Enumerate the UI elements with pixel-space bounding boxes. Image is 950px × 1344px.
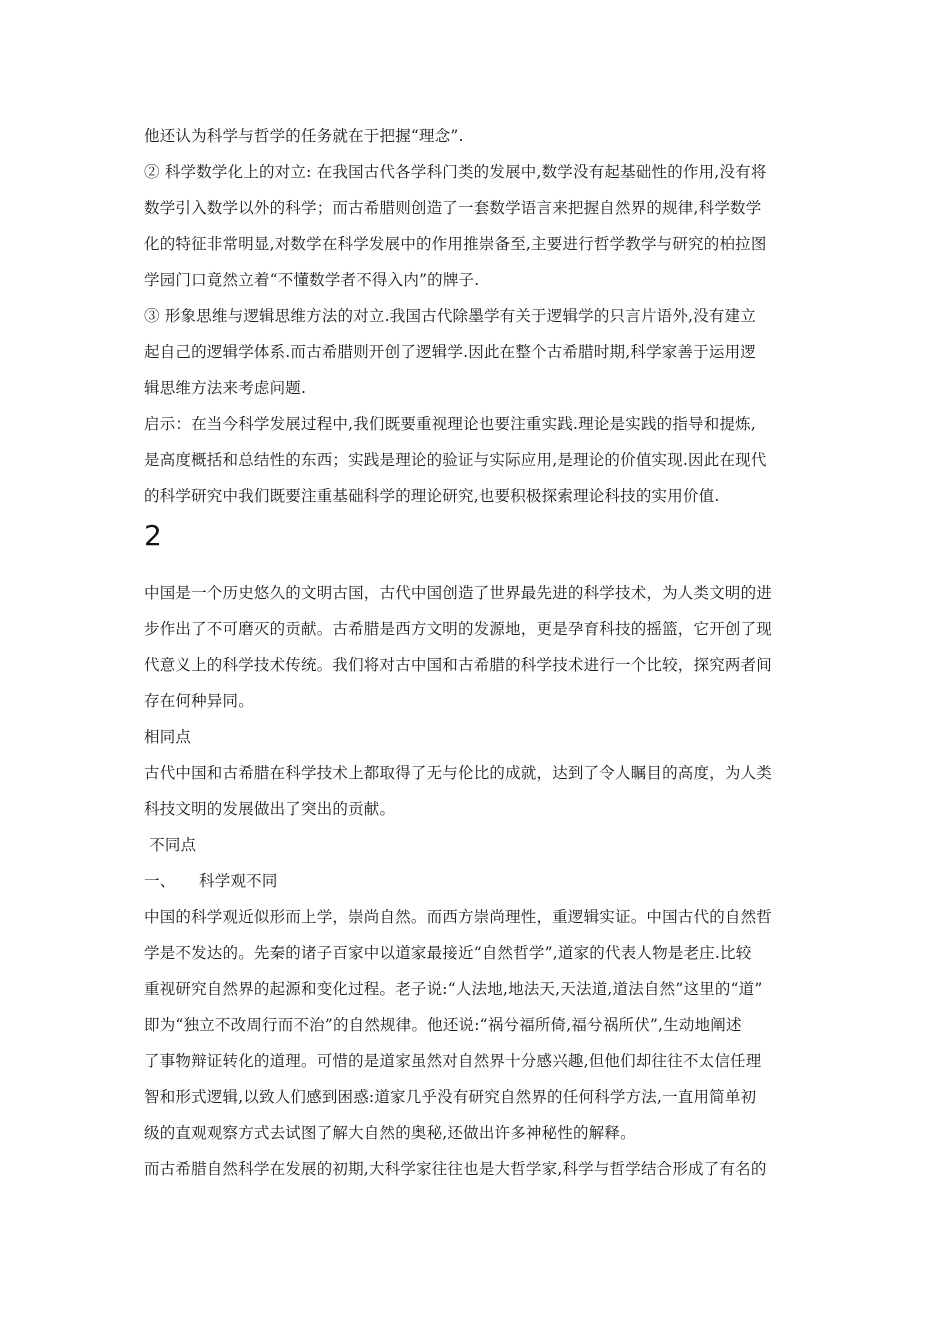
text-line: 起自己的逻辑学体系.而古希腊则开创了逻辑学.因此在整个古希腊时期,科学家善于运用逻 xyxy=(144,343,756,361)
text-line: 数学引入数学以外的科学；而古希腊则创造了一套数学语言来把握自然界的规律,科学数学 xyxy=(144,199,762,217)
text-line: 即为“独立不改周行而不治”的自然规律。他还说:“祸兮福所倚,福兮祸所伏”,生动地阐述 xyxy=(144,1016,742,1034)
text-line: 步作出了不可磨灭的贡献。古希腊是西方文明的发源地，更是孕育科技的摇篮，它开创了现 xyxy=(144,620,773,638)
text-line: 启示：在当今科学发展过程中,我们既要重视理论也要注重实践.理论是实践的指导和提炼, xyxy=(144,415,756,433)
text-line: ② 科学数学化上的对立: 在我国古代各学科门类的发展中,数学没有起基础性的作用,没有将 xyxy=(144,163,767,181)
text-line: 古代中国和古希腊在科学技术上都取得了无与伦比的成就，达到了令人瞩目的高度，为人类 xyxy=(144,764,773,782)
text-line: 级的直观观察方式去试图了解大自然的奥秘,还做出许多神秘性的解释。 xyxy=(144,1124,636,1142)
text-line: 科技文明的发展做出了突出的贡献。 xyxy=(144,800,396,818)
text-line: 了事物辩证转化的道理。可惜的是道家虽然对自然界十分感兴趣,但他们却往往不太信任理 xyxy=(144,1052,762,1070)
text-line: 存在何种异同。 xyxy=(144,692,254,710)
text-line: 的科学研究中我们既要注重基础科学的理论研究,也要积极探索理论科技的实用价值. xyxy=(144,487,720,505)
text-line: 重视研究自然界的起源和变化过程。老子说:“人法地,地法天,天法道,道法自然”这里的“道” xyxy=(144,980,763,998)
text-line: 代意义上的科学技术传统。我们将对古中国和古希腊的科学技术进行一个比较，探究两者间 xyxy=(144,656,773,674)
text-line: 是高度概括和总结性的东西；实践是理论的验证与实际应用,是理论的价值实现.因此在现代 xyxy=(144,451,767,469)
text-line: 化的特征非常明显,对数学在科学发展中的作用推崇备至,主要进行哲学教学与研究的柏拉图 xyxy=(144,235,767,253)
text-line: 他还认为科学与哲学的任务就在于把握“理念”. xyxy=(144,127,464,145)
subheading-science-view: 一、 科学观不同 xyxy=(144,872,278,890)
text-line: 而古希腊自然科学在发展的初期,大科学家往往也是大哲学家,科学与哲学结合形成了有名的 xyxy=(144,1160,767,1178)
text-line: 中国的科学观近似形而上学，崇尚自然。而西方崇尚理性，重逻辑实证。中国古代的自然哲 xyxy=(144,908,773,926)
text-line: 学园门口竟然立着“不懂数学者不得入内”的牌子. xyxy=(144,271,480,289)
text-line: 学是不发达的。先秦的诸子百家中以道家最接近“自然哲学”,道家的代表人物是老庄.比较 xyxy=(144,944,752,962)
text-line: 智和形式逻辑,以致人们感到困惑:道家几乎没有研究自然界的任何科学方法,一直用简单初 xyxy=(144,1088,757,1106)
subheading-similarities: 相同点 xyxy=(144,728,192,746)
text-line: ③ 形象思维与逻辑思维方法的对立.我国古代除墨学有关于逻辑学的只言片语外,没有建立 xyxy=(144,307,756,325)
section-two-text xyxy=(144,575,816,1187)
text-line: 辑思维方法来考虑问题. xyxy=(144,379,307,397)
section-number-heading: 2 xyxy=(144,519,162,552)
subheading-differences: 不同点 xyxy=(144,836,197,854)
section-one-text xyxy=(144,118,816,514)
text-line: 中国是一个历史悠久的文明古国，古代中国创造了世界最先进的科学技术，为人类文明的进 xyxy=(144,584,773,602)
